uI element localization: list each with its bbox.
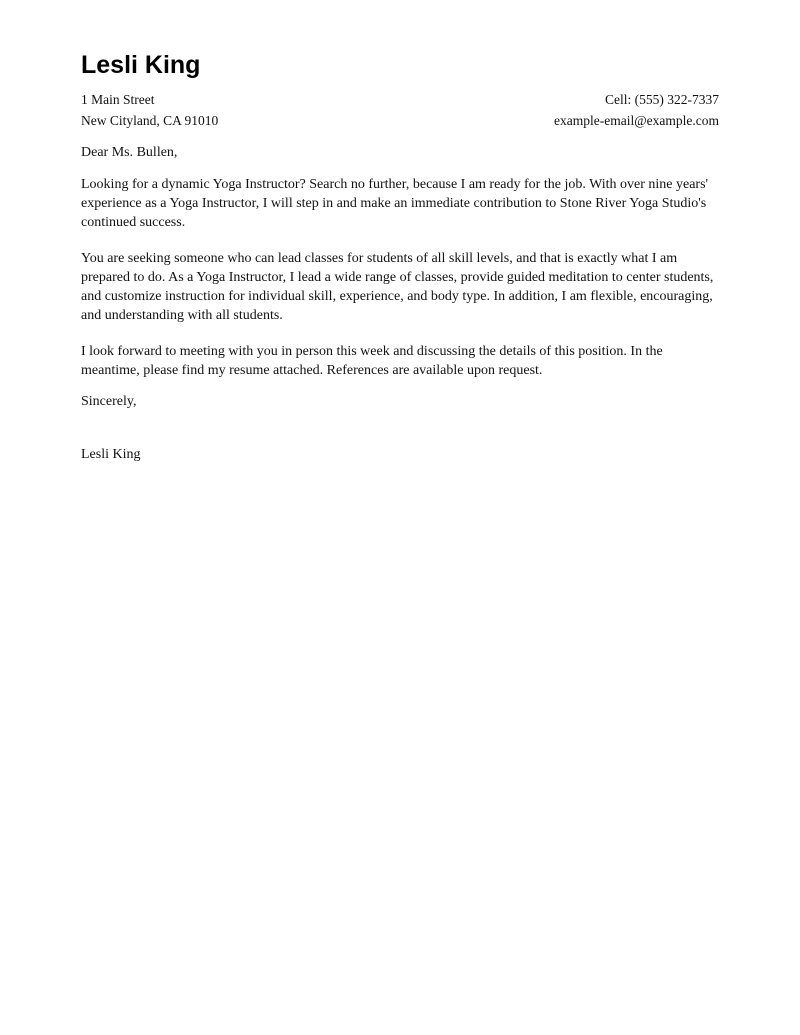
phone-number: Cell: (555) 322-7337 xyxy=(605,92,719,107)
body-paragraph-3: I look forward to meeting with you in person this week and discussing the details of this position. In the meantime, please find my resume attached. References are available upon request. xyxy=(81,344,663,378)
salutation: Dear Ms. Bullen, xyxy=(81,145,178,160)
signature-name: Lesli King xyxy=(81,447,141,462)
email-address: example-email@example.com xyxy=(554,113,719,128)
address-line-2: New Cityland, CA 91010 xyxy=(81,113,219,128)
closing: Sincerely, xyxy=(81,394,137,409)
sender-name: Lesli King xyxy=(81,51,201,79)
body-paragraph-1: Looking for a dynamic Yoga Instructor? Search no further, because I am ready for the job. With over nine years' experience as a Yoga Instructor, I will step in and make an immediate contribution to Stone River Yoga Studio's continued success. xyxy=(81,177,709,230)
contact-row-2 xyxy=(81,112,719,130)
address-line-1: 1 Main Street xyxy=(81,92,155,107)
body-paragraph-2: You are seeking someone who can lead classes for students of all skill levels, and that is exactly what I am prepared to do. As a Yoga Instructor, I lead a wide range of classes, provide guided meditation to center students, and customize instruction for individual skill, experience, and body type. In addition, I am flexible, encouraging, and understanding with all students. xyxy=(81,251,714,323)
contact-row-1 xyxy=(81,91,719,109)
